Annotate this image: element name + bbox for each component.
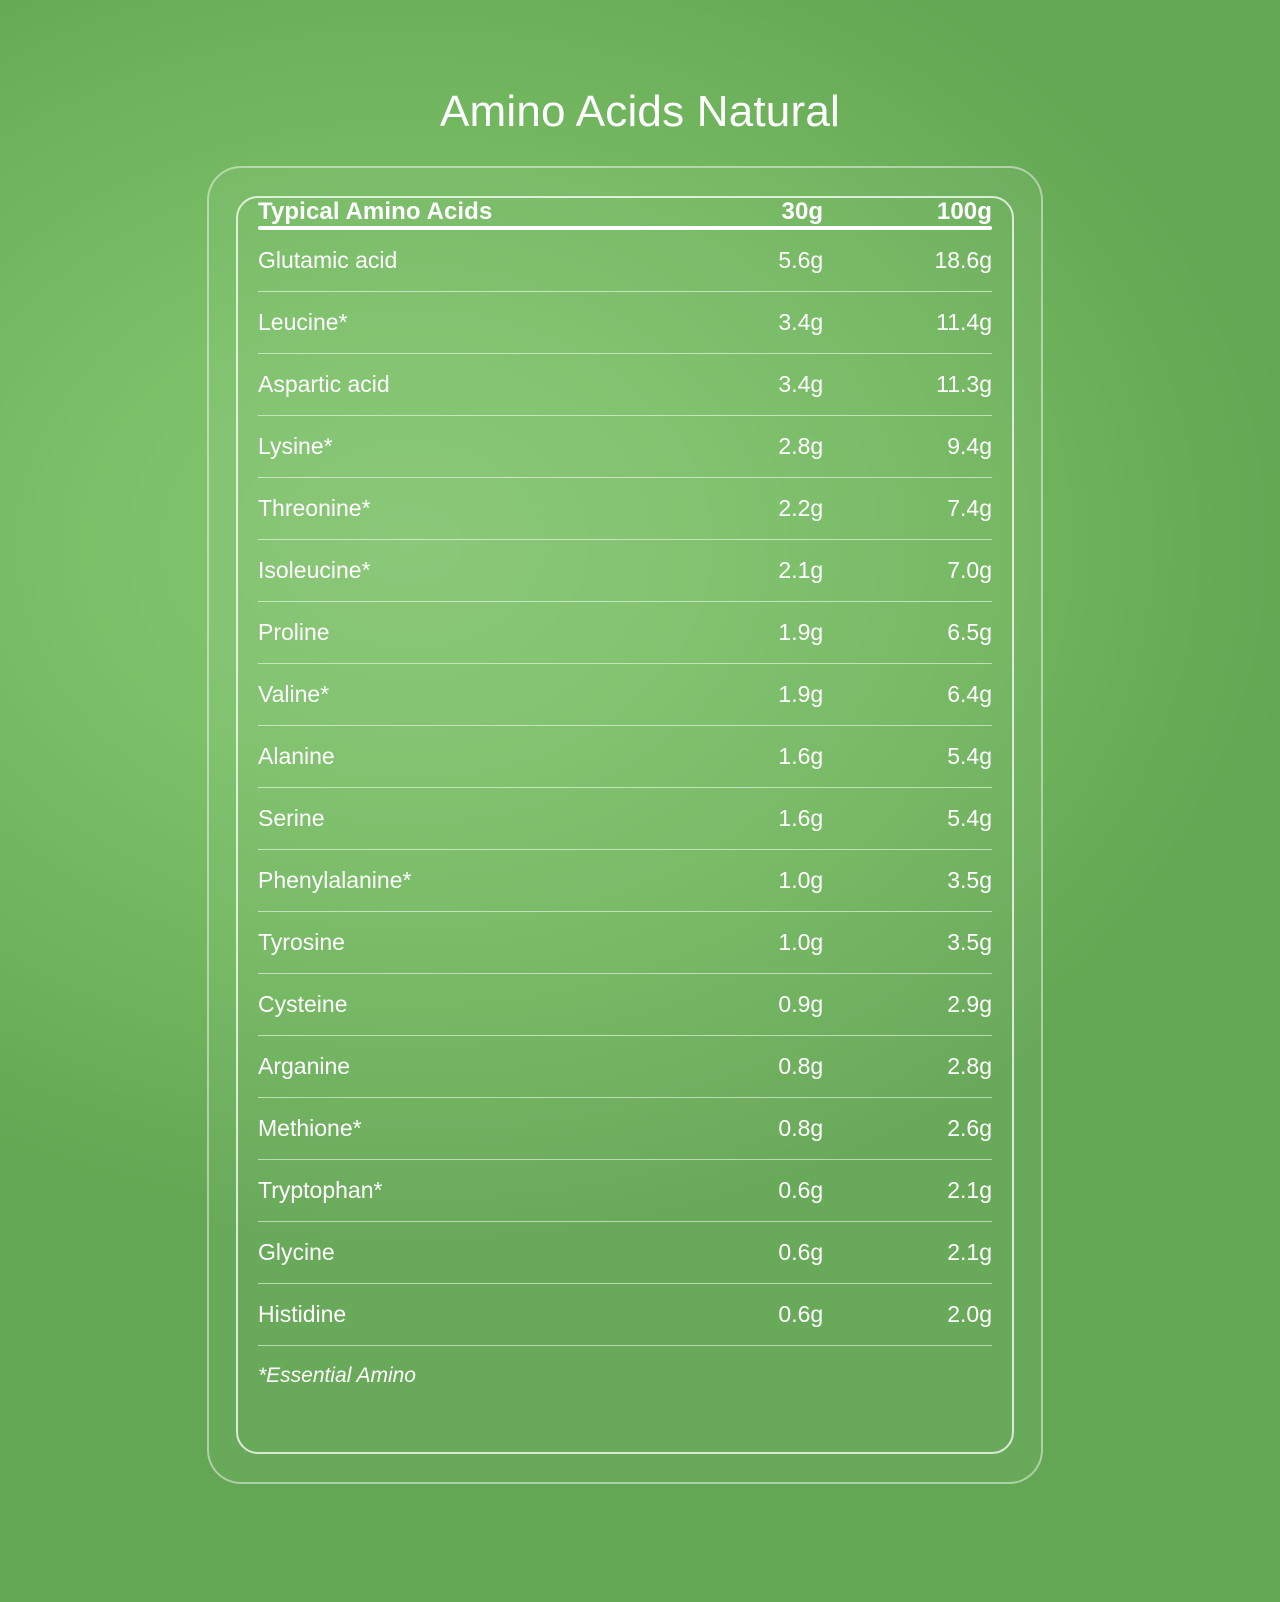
amino-acid-value-30g: 5.6g [654, 230, 823, 292]
table-row [258, 1160, 992, 1222]
amino-acid-value-30g: 2.1g [654, 540, 823, 602]
amino-acid-value-100g: 5.4g [823, 726, 992, 788]
amino-acid-value-100g: 2.6g [823, 1098, 992, 1160]
table-row [258, 354, 992, 416]
amino-acid-name: Tryptophan* [258, 1160, 654, 1222]
amino-acid-name: Serine [258, 788, 654, 850]
amino-acid-value-30g: 0.8g [654, 1098, 823, 1160]
amino-acid-value-30g: 1.6g [654, 726, 823, 788]
table-header-row [258, 198, 992, 226]
table-row [258, 974, 992, 1036]
amino-acid-value-100g: 3.5g [823, 912, 992, 974]
table-row [258, 1098, 992, 1160]
page-title: Amino Acids Natural [440, 87, 840, 136]
header-name: Typical Amino Acids [258, 198, 493, 225]
amino-acid-value-100g: 2.1g [823, 1222, 992, 1284]
amino-acid-name: Glutamic acid [258, 230, 654, 292]
amino-acid-name: Alanine [258, 726, 654, 788]
amino-acids-table [258, 198, 992, 1346]
table-row [258, 478, 992, 540]
header-serving-30g: 30g [781, 198, 824, 225]
table-row [258, 726, 992, 788]
amino-acid-value-100g: 2.0g [823, 1284, 992, 1346]
table-header [258, 198, 992, 226]
table-row [258, 540, 992, 602]
amino-acid-name: Aspartic acid [258, 354, 654, 416]
amino-acid-value-30g: 0.9g [654, 974, 823, 1036]
amino-acid-value-30g: 2.2g [654, 478, 823, 540]
amino-acid-value-100g: 18.6g [823, 230, 992, 292]
amino-acid-value-100g: 2.9g [823, 974, 992, 1036]
table-row [258, 664, 992, 726]
header-serving-100g: 100g [936, 198, 992, 225]
amino-acid-value-30g: 1.6g [654, 788, 823, 850]
amino-acid-value-100g: 6.5g [823, 602, 992, 664]
amino-acid-value-100g: 7.0g [823, 540, 992, 602]
table-row [258, 912, 992, 974]
amino-acid-value-100g: 11.4g [823, 292, 992, 354]
amino-acid-value-30g: 3.4g [654, 354, 823, 416]
amino-acid-value-30g: 1.0g [654, 912, 823, 974]
amino-acid-name: Proline [258, 602, 654, 664]
amino-acid-name: Leucine* [258, 292, 654, 354]
amino-acid-value-30g: 1.0g [654, 850, 823, 912]
amino-acid-value-100g: 11.3g [823, 354, 992, 416]
amino-acid-name: Glycine [258, 1222, 654, 1284]
table-row [258, 1222, 992, 1284]
amino-acid-value-30g: 0.6g [654, 1222, 823, 1284]
amino-acid-value-30g: 0.8g [654, 1036, 823, 1098]
amino-acid-name: Cysteine [258, 974, 654, 1036]
table-row [258, 850, 992, 912]
table-rows [258, 230, 992, 1346]
amino-acid-value-100g: 7.4g [823, 478, 992, 540]
amino-acid-value-30g: 0.6g [654, 1160, 823, 1222]
amino-acid-value-30g: 0.6g [654, 1284, 823, 1346]
table-row [258, 416, 992, 478]
table-row [258, 292, 992, 354]
amino-acid-value-100g: 9.4g [823, 416, 992, 478]
amino-acid-name: Histidine [258, 1284, 654, 1346]
amino-acid-value-30g: 3.4g [654, 292, 823, 354]
table-row [258, 1284, 992, 1346]
amino-acid-value-100g: 2.1g [823, 1160, 992, 1222]
table-row [258, 230, 992, 292]
table-footnote: *Essential Amino [258, 1364, 416, 1387]
amino-acid-name: Tyrosine [258, 912, 654, 974]
amino-acid-name: Phenylalanine* [258, 850, 654, 912]
amino-acid-value-100g: 3.5g [823, 850, 992, 912]
amino-acid-value-30g: 2.8g [654, 416, 823, 478]
amino-acid-name: Valine* [258, 664, 654, 726]
amino-acid-name: Lysine* [258, 416, 654, 478]
amino-acid-name: Isoleucine* [258, 540, 654, 602]
amino-acid-name: Threonine* [258, 478, 654, 540]
amino-acid-panel [236, 196, 1014, 1454]
amino-acid-value-100g: 2.8g [823, 1036, 992, 1098]
amino-acid-name: Arganine [258, 1036, 654, 1098]
table-row [258, 1036, 992, 1098]
amino-acid-value-30g: 1.9g [654, 664, 823, 726]
amino-acid-name: Methione* [258, 1098, 654, 1160]
amino-acid-value-100g: 5.4g [823, 788, 992, 850]
table-row [258, 602, 992, 664]
amino-acid-value-100g: 6.4g [823, 664, 992, 726]
table-row [258, 788, 992, 850]
amino-acid-value-30g: 1.9g [654, 602, 823, 664]
